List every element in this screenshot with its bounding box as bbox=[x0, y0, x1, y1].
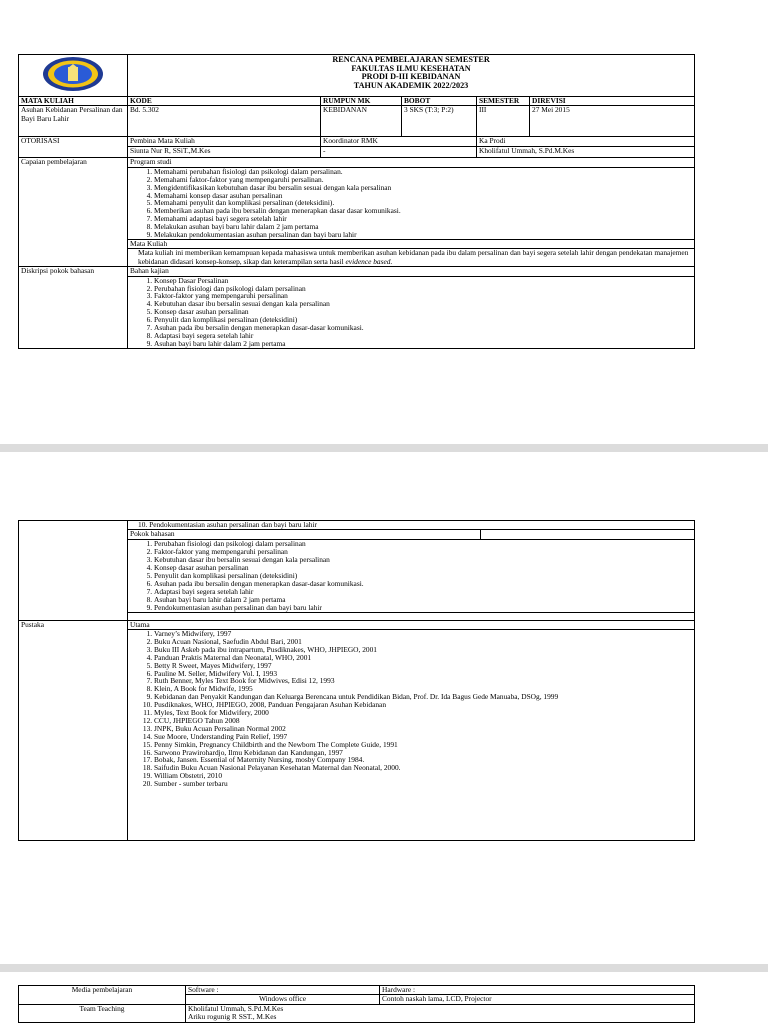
list-item: 6. Asuhan pada ibu bersalin dengan menerapkan dasar-dasar komunikasi. bbox=[154, 580, 692, 588]
team-teaching-names bbox=[186, 1004, 695, 1022]
list-item: 2. Perubahan fisiologi dan psikologi dalam persalinan bbox=[154, 285, 692, 293]
team-member: Kholifatul Ummah, S.Pd.M.Kes bbox=[188, 1004, 284, 1013]
list-item: 8. Adaptasi bayi segera setelah lahir bbox=[154, 332, 692, 340]
col-header-rumpun: RUMPUN MK bbox=[321, 97, 402, 106]
mata-kuliah-sub-label: Mata Kuliah bbox=[128, 239, 695, 248]
list-item: 6. Penyulit dan komplikasi persalinan (deteksidini) bbox=[154, 316, 692, 324]
hardware-label: Hardware : bbox=[380, 986, 695, 995]
header-faculty: FAKULTAS ILMU KESEHATAN bbox=[351, 63, 471, 73]
header-title: RENCANA PEMBELAJARAN SEMESTER bbox=[332, 55, 490, 64]
list-item: 3. Buku III Askeb pada ibu intrapartum, Pusdiknakes, WHO, JHPIEGO, 2001 bbox=[154, 646, 692, 654]
col-header-direvisi: DIREVISI bbox=[530, 97, 695, 106]
media-label: Media pembelajaran bbox=[19, 986, 186, 1005]
mata-kuliah-description bbox=[128, 249, 695, 267]
page-1 bbox=[0, 0, 768, 444]
list-item: 16. Sarwono Prawirohardjo, Ilmu Kebidanan dan Kandungan, 1997 bbox=[154, 749, 692, 757]
list-item: 2. Buku Acuan Nasional, Saefudin Abdul Bari, 2001 bbox=[154, 638, 692, 646]
col-header-bobot: BOBOT bbox=[402, 97, 477, 106]
pustaka-list bbox=[130, 630, 692, 788]
list-item: 4. Panduan Praktis Maternal dan Neonatal, WHO, 2001 bbox=[154, 654, 692, 662]
list-item: 4. Konsep dasar asuhan persalinan bbox=[154, 564, 692, 572]
list-item: 1. Memahami perubahan fisiologi dan psikologi dalam persalinan. bbox=[154, 168, 692, 176]
pustaka-label: Pustaka bbox=[19, 620, 128, 840]
pembina-name: Siunta Nur R, SSiT.,M.Kes bbox=[128, 147, 321, 158]
kaprodi-name: Kholifatul Ummah, S.Pd.M.Kes bbox=[477, 147, 695, 158]
list-item: 1. Perubahan fisiologi dan psikologi dalam persalinan bbox=[154, 540, 692, 548]
list-item: 9. Melakukan pendokumentasian asuhan persalinan dan bayi baru lahir bbox=[154, 231, 692, 239]
kode-value: Bd. 5.302 bbox=[128, 106, 321, 137]
list-item: 9. Asuhan bayi baru lahir dalam 2 jam pertama bbox=[154, 340, 692, 348]
direvisi-value: 27 Mei 2015 bbox=[530, 106, 695, 137]
team-teaching-label: Team Teaching bbox=[19, 1004, 186, 1022]
list-item: 4. Memahami konsep dasar asuhan persalinan bbox=[154, 192, 692, 200]
list-item: 20. Sumber - sumber terbaru bbox=[154, 780, 692, 788]
list-item: 12. CCU, JHPIEGO Tahun 2008 bbox=[154, 717, 692, 725]
rps-table-page-1 bbox=[18, 54, 695, 349]
col-header-kode: KODE bbox=[128, 97, 321, 106]
pokok-bahasan-blank bbox=[481, 530, 695, 540]
col-header-semester: SEMESTER bbox=[477, 97, 530, 106]
bahan-kajian-list bbox=[130, 277, 692, 348]
pokok-bahasan-list-cell bbox=[128, 540, 695, 612]
page-3 bbox=[0, 972, 768, 1024]
semester-value: III bbox=[477, 106, 530, 137]
list-item: 3. Mengidentifikasikan kebutuhan dasar ibu bersalin sesuai dengan kala persalinan bbox=[154, 184, 692, 192]
list-item: 5. Konsep dasar asuhan persalinan bbox=[154, 308, 692, 316]
pembina-label: Pembina Mata Kuliah bbox=[128, 137, 321, 147]
list-item: 6. Pauline M. Seller, Midwifery Vol. I, 1993 bbox=[154, 670, 692, 678]
mata-kuliah-value: Asuhan Kebidanan Persalinan dan Bayi Baru Lahir bbox=[19, 106, 128, 137]
bobot-value: 3 SKS (T:3; P:2) bbox=[402, 106, 477, 137]
list-item: 2. Faktor-faktor yang mempengaruhi persalinan bbox=[154, 548, 692, 556]
list-item: 1. Konsep Dasar Persalinan bbox=[154, 277, 692, 285]
bahan-kajian-item-10: 10. Pendokumentasian asuhan persalinan dan bayi baru lahir bbox=[128, 521, 695, 530]
hardware-value: Contoh naskah lama, LCD, Projector bbox=[380, 995, 695, 1004]
list-item: 8. Melakukan asuhan bayi baru lahir dalam 2 jam pertama bbox=[154, 223, 692, 231]
list-item: 5. Betty R Sweet, Mayes Midwifery, 1997 bbox=[154, 662, 692, 670]
description-text: Mata kuliah ini memberikan kemampuan kepada mahasiswa untuk memberikan asuhan kebidanan pada ibu dalam persalinan dan bayi segera setelah lahir dengan pendekatan manajemen kebidanan didasari konsep-konsep, sikap dan keterampilan serta hasil bbox=[138, 248, 689, 266]
bahan-kajian-label: Bahan kajian bbox=[128, 267, 695, 276]
list-item: 15. Penny Simkin, Pregnancy Childbirth and the Newborn The Complete Guide, 1991 bbox=[154, 741, 692, 749]
koordinator-label: Koordinator RMK bbox=[321, 137, 477, 147]
capaian-label: Capaian pembelajaran bbox=[19, 158, 128, 267]
list-item: 1. Varney’s Midwifery, 1997 bbox=[154, 630, 692, 638]
list-item: 5. Penyulit dan komplikasi persalinan (deteksidini) bbox=[154, 572, 692, 580]
capaian-list-cell bbox=[128, 167, 695, 239]
koordinator-name: - bbox=[321, 147, 477, 158]
list-item: 2. Memahami faktor-faktor yang mempengaruhi persalinan. bbox=[154, 176, 692, 184]
kaprodi-label: Ka Prodi bbox=[477, 137, 695, 147]
list-item: 19. William Obstetri, 2010 bbox=[154, 772, 692, 780]
deskripsi-label: Diskripsi pokok bahasan bbox=[19, 267, 128, 349]
list-item: 7. Asuhan pada ibu bersalin dengan menerapkan dasar-dasar komunikasi. bbox=[154, 324, 692, 332]
otorisasi-label: OTORISASI bbox=[19, 137, 128, 158]
list-item: 17. Bobak, Jansen. Essential of Maternity Nursing, mosby Company 1984. bbox=[154, 756, 692, 764]
list-item: 6. Memberikan asuhan pada ibu bersalin dengan menerapkan dasar dasar komunikasi. bbox=[154, 207, 692, 215]
rumpun-value: KEBIDANAN bbox=[321, 106, 402, 137]
list-item: 7. Adaptasi bayi segera setelah lahir bbox=[154, 588, 692, 596]
list-item: 9. Kebidanan dan Penyakit Kandungan dan Keluarga Berencana untuk Pendidikan Bidan, Prof. Dr. Ida Bagus Gede Manuaba, DSOg, 1999 bbox=[154, 693, 692, 701]
list-item: 8. Klein, A Book for Midwife, 1995 bbox=[154, 685, 692, 693]
description-emphasis: evidence based. bbox=[345, 256, 393, 266]
capaian-list bbox=[130, 168, 692, 239]
list-item: 5. Memahami penyulit dan komplikasi persalinan (deteksidini). bbox=[154, 199, 692, 207]
rps-table-page-2 bbox=[18, 520, 695, 841]
software-label: Software : bbox=[186, 986, 380, 995]
team-member: Ariku rogunig R SST., M.Kes bbox=[188, 1012, 277, 1022]
page-2 bbox=[0, 452, 768, 964]
program-studi-label: Program studi bbox=[128, 158, 695, 167]
utama-label: Utama bbox=[128, 620, 695, 629]
pokok-bahasan-label: Pokok bahasan bbox=[128, 530, 481, 540]
list-item: 7. Memahami adaptasi bayi segera setelah lahir bbox=[154, 215, 692, 223]
list-item: 14. Sue Moore, Understanding Pain Relief, 1997 bbox=[154, 733, 692, 741]
header-year: TAHUN AKADEMIK 2022/2023 bbox=[353, 80, 469, 90]
software-value: Windows office bbox=[186, 995, 380, 1004]
bahan-kajian-list-cell bbox=[128, 276, 695, 348]
logo-cell bbox=[19, 55, 128, 97]
list-item: 13. JNPK, Buku Acuan Persalinan Normal 2002 bbox=[154, 725, 692, 733]
list-item: 8. Asuhan bayi baru lahir dalam 2 jam pertama bbox=[154, 596, 692, 604]
list-item: 3. Kebutuhan dasar ibu bersalin sesuai dengan kala persalinan bbox=[154, 556, 692, 564]
spacer-row bbox=[128, 612, 695, 620]
list-item: 4. Kebutuhan dasar ibu bersalin sesuai dengan kala persalinan bbox=[154, 300, 692, 308]
university-logo-icon bbox=[42, 56, 104, 92]
list-item: 3. Faktor-faktor yang mempengaruhi persalinan bbox=[154, 292, 692, 300]
list-item: 11. Myles, Text Book for Midwifery, 2000 bbox=[154, 709, 692, 717]
list-item: 9. Pendokumentasian asuhan persalinan dan bayi baru lahir bbox=[154, 604, 692, 612]
document-header bbox=[128, 55, 695, 97]
pustaka-list-cell bbox=[128, 629, 695, 840]
rps-table-page-3 bbox=[18, 985, 695, 1023]
col-header-mata-kuliah: MATA KULIAH bbox=[19, 97, 128, 106]
list-item: 10. Pusdiknakes, WHO, JHPIEGO, 2008, Panduan Pengajaran Asuhan Kebidanan bbox=[154, 701, 692, 709]
list-item: 7. Ruth Benner, Myles Text Book for Midwives, Edisi 12, 1993 bbox=[154, 677, 692, 685]
header-program: PRODI D-III KEBIDANAN bbox=[361, 72, 461, 82]
pokok-bahasan-list bbox=[130, 540, 692, 611]
deskripsi-continued-cell bbox=[19, 521, 128, 621]
list-item: 18. Saifudin Buku Acuan Nasional Pelayanan Kesehatan Maternal dan Neonatal, 2000. bbox=[154, 764, 692, 772]
